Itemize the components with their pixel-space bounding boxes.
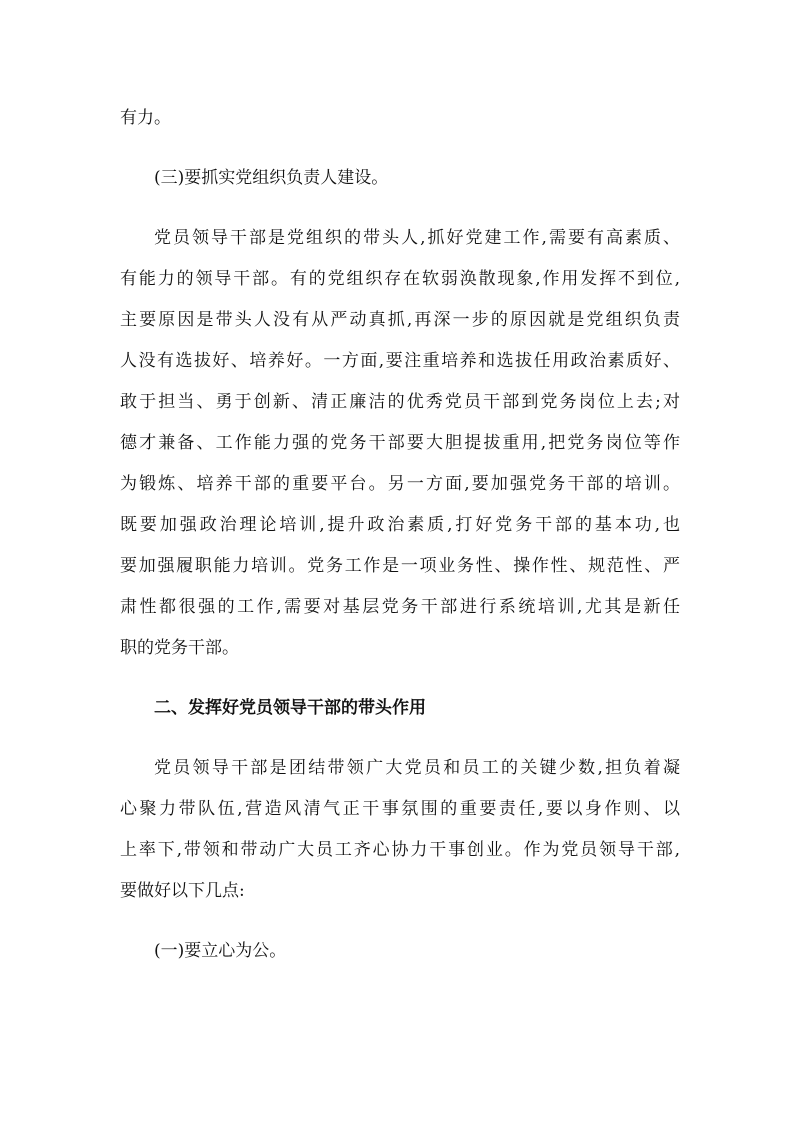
paragraph-line: 人没有选拔好、培养好。一方面,要注重培养和选拔任用政治素质好、 [120, 351, 680, 371]
paragraph-line: 敢于担当、勇于创新、清正廉洁的优秀党员干部到党务岗位上去;对 [120, 392, 680, 412]
paragraph-line: 要做好以下几点: [120, 881, 245, 901]
paragraph-line: 肃性都很强的工作,需要对基层党务干部进行系统培训,尤其是新任 [120, 597, 680, 617]
paragraph-line: 为锻炼、培养干部的重要平台。另一方面,要加强党务干部的培训。 [120, 474, 680, 494]
paragraph-line: 要加强履职能力培训。党务工作是一项业务性、操作性、规范性、严 [120, 556, 680, 576]
section-heading: 二、发挥好党员领导干部的带头作用 [154, 698, 426, 718]
paragraph-line: 心聚力带队伍,营造风清气正干事氛围的重要责任,要以身作则、以 [120, 799, 680, 819]
paragraph-line: 德才兼备、工作能力强的党务干部要大胆提拔重用,把党务岗位等作 [120, 433, 680, 453]
paragraph-line: 有力。 [120, 108, 171, 128]
paragraph-line: 既要加强政治理论培训,提升政治素质,打好党务干部的基本功,也 [120, 515, 680, 535]
paragraph-line: 党员领导干部是团结带领广大党员和员工的关键少数,担负着凝 [154, 758, 680, 778]
subsection-heading: (一)要立心为公。 [154, 941, 287, 961]
paragraph-line: 党员领导干部是党组织的带头人,抓好党建工作,需要有高素质、 [154, 228, 680, 248]
paragraph-line: 职的党务干部。 [120, 638, 239, 658]
subsection-heading: (三)要抓实党组织负责人建设。 [154, 168, 389, 188]
paragraph-line: 主要原因是带头人没有从严动真抓,再深一步的原因就是党组织负责 [120, 310, 680, 330]
paragraph-line: 有能力的领导干部。有的党组织存在软弱涣散现象,作用发挥不到位, [120, 269, 680, 289]
paragraph-line: 上率下,带领和带动广大员工齐心协力干事创业。作为党员领导干部, [120, 840, 680, 860]
